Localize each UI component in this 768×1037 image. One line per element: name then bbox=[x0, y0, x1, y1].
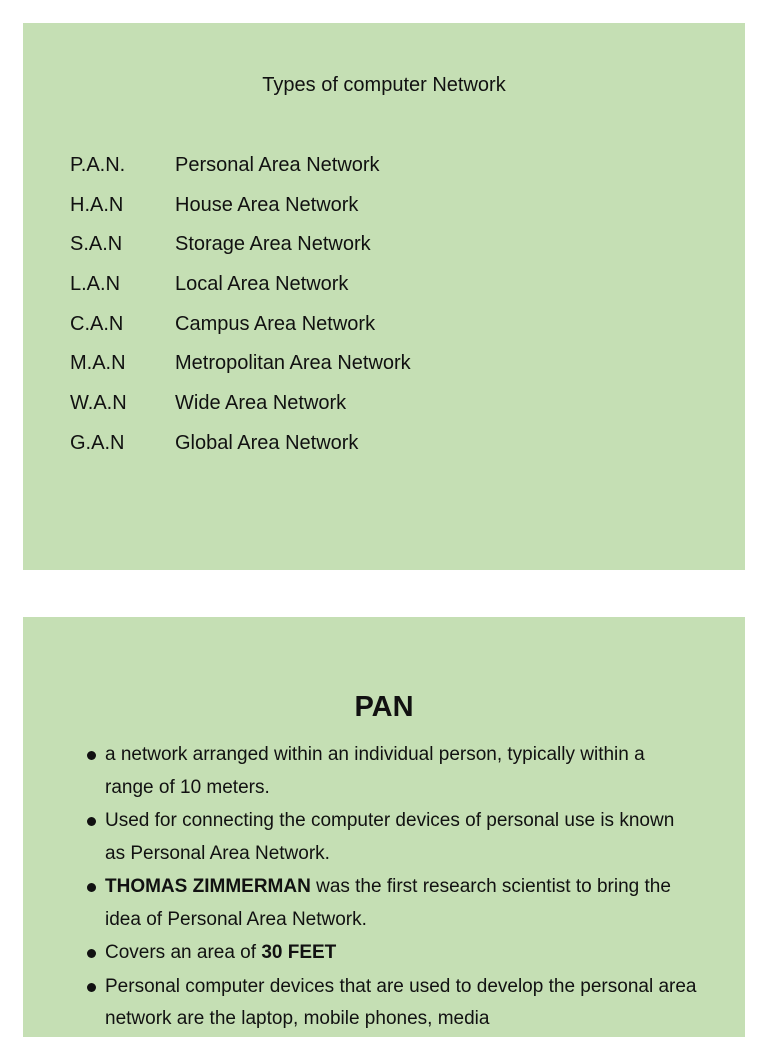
list-item bbox=[70, 231, 411, 271]
network-name: Metropolitan Area Network bbox=[175, 352, 411, 375]
network-abbreviation: L.A.N bbox=[70, 273, 121, 296]
list-item bbox=[85, 937, 697, 970]
pan-bullet-list bbox=[85, 739, 697, 1037]
bullet-bold-text: THOMAS ZIMMERMAN bbox=[105, 876, 311, 897]
bullet-icon bbox=[87, 983, 96, 992]
bullet-text: Used for connecting the computer devices of personal use is known as Personal Area Network. bbox=[105, 810, 675, 864]
network-name: House Area Network bbox=[175, 193, 359, 216]
network-name: Campus Area Network bbox=[175, 312, 376, 335]
bullet-icon bbox=[87, 817, 96, 826]
network-types-list bbox=[70, 152, 411, 470]
network-abbreviation: P.A.N. bbox=[70, 154, 126, 176]
bullet-bold-text: 30 FEET bbox=[261, 942, 337, 963]
list-item bbox=[70, 350, 411, 390]
bullet-text: was the first research scientist to bring the idea of Personal Area Network. bbox=[105, 876, 671, 930]
network-abbreviation: W.A.N bbox=[70, 392, 127, 415]
slide-pan bbox=[23, 617, 745, 1037]
network-abbreviation: S.A.N bbox=[70, 233, 123, 256]
list-item bbox=[85, 971, 697, 1036]
network-name: Global Area Network bbox=[175, 431, 359, 454]
slide-title: PAN bbox=[354, 691, 414, 723]
list-item bbox=[70, 430, 411, 470]
list-item bbox=[85, 805, 697, 870]
bullet-text: Covers an area of bbox=[105, 942, 262, 963]
network-abbreviation: C.A.N bbox=[70, 312, 124, 335]
network-name: Local Area Network bbox=[175, 273, 349, 296]
list-item bbox=[70, 152, 411, 192]
list-item bbox=[85, 871, 697, 936]
bullet-icon bbox=[87, 949, 96, 958]
bullet-icon bbox=[87, 751, 96, 760]
network-name: Personal Area Network bbox=[175, 154, 380, 176]
list-item bbox=[85, 739, 697, 804]
list-item bbox=[70, 192, 411, 232]
bullet-icon bbox=[87, 883, 96, 892]
network-abbreviation: H.A.N bbox=[70, 193, 124, 216]
slide-title: Types of computer Network bbox=[262, 74, 506, 96]
list-item bbox=[70, 311, 411, 351]
list-item bbox=[70, 271, 411, 311]
slide-types-of-network bbox=[23, 23, 745, 570]
bullet-text: a network arranged within an individual person, typically within a range of 10 meters. bbox=[105, 744, 645, 798]
network-abbreviation: G.A.N bbox=[70, 431, 125, 454]
network-name: Wide Area Network bbox=[175, 392, 347, 415]
list-item bbox=[70, 390, 411, 430]
bullet-text: Personal computer devices that are used to develop the personal area network are the laptop, mobile phones, media bbox=[105, 975, 697, 1029]
network-abbreviation: M.A.N bbox=[70, 352, 126, 375]
network-name: Storage Area Network bbox=[175, 233, 371, 256]
